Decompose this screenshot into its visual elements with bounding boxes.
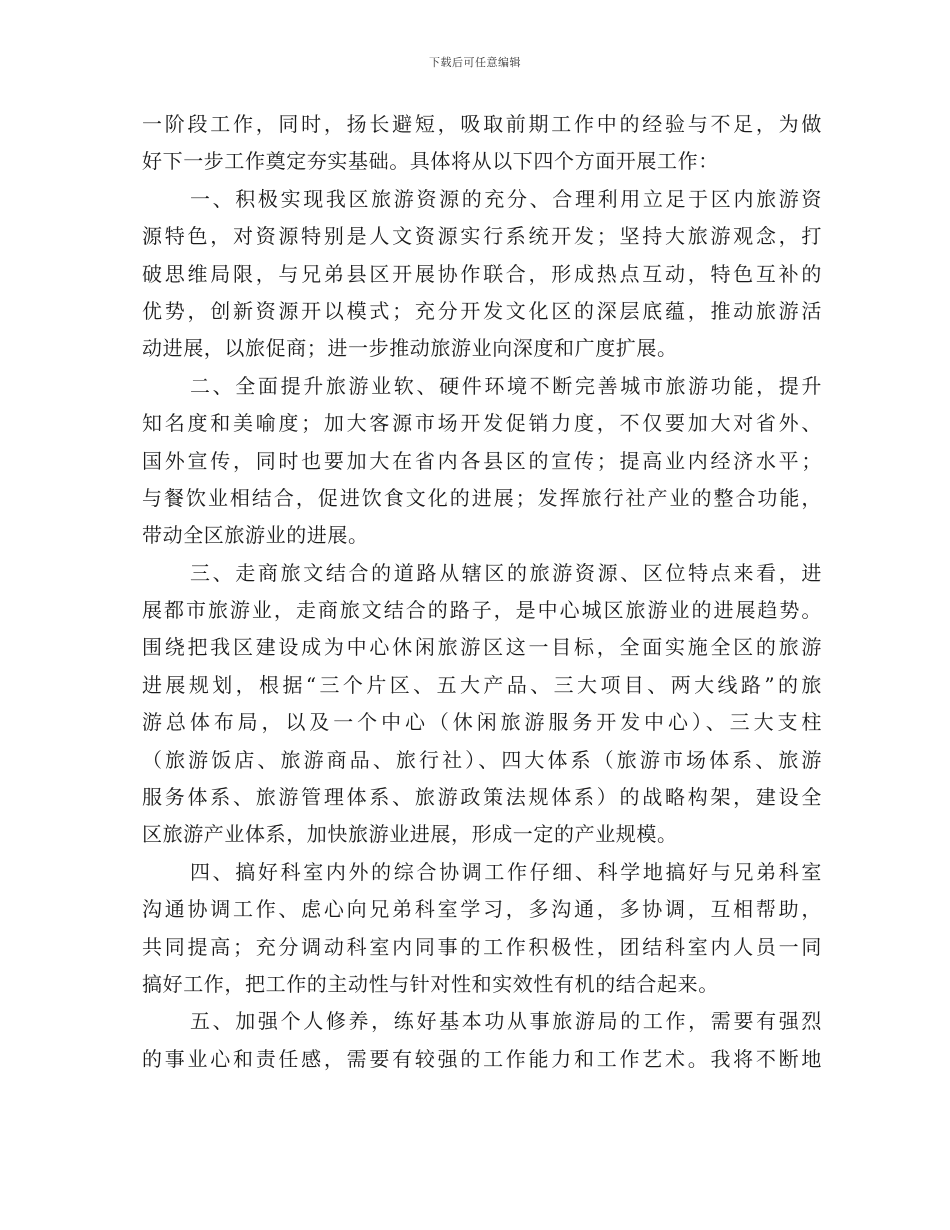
- text-line: 三、走商旅文结合的道路从辖区的旅游资源、区位特点来看，进: [190, 560, 822, 585]
- text-line: 优势，创新资源开以模式；充分开发文化区的深层底蕴，推动旅游活: [142, 298, 822, 323]
- text-line: 沟通协调工作、虑心向兄弟科室学习，多沟通，多协调，互相帮助，: [142, 897, 822, 922]
- document-body: [142, 106, 822, 1078]
- text-line: 四、搞好科室内外的综合协调工作仔细、科学地搞好与兄弟科室: [190, 859, 822, 884]
- text-line: 动进展，以旅促商；进一步推动旅游业向深度和广度扩展。: [142, 336, 678, 361]
- text-line: 的事业心和责任感，需要有较强的工作能力和工作艺术。我将不断地: [142, 1046, 822, 1071]
- text-line: 一、积极实现我区旅游资源的充分、合理利用立足于区内旅游资: [190, 186, 822, 211]
- text-line: 共同提高；充分调动科室内同事的工作积极性，团结科室内人员一同: [142, 934, 822, 959]
- text-line: 游总体布局，以及一个中心（休闲旅游服务开发中心）、三大支柱: [142, 710, 822, 735]
- text-line: 一阶段工作，同时，扬长避短，吸取前期工作中的经验与不足，为做: [142, 112, 822, 136]
- text-line: 区旅游产业体系，加快旅游业进展，形成一定的产业规模。: [142, 822, 678, 847]
- text-line: 知名度和美喻度；加大客源市场开发促销力度，不仅要加大对省外、: [142, 411, 822, 436]
- text-line: 与餐饮业相结合，促进饮食文化的进展；发挥旅行社产业的整合功能，: [142, 485, 822, 510]
- text-line: 进展规划，根据“三个片区、五大产品、三大项目、两大线路”的旅: [142, 672, 822, 697]
- text-line: （旅游饭店、旅游商品、旅行社）、四大体系（旅游市场体系、旅游: [142, 747, 822, 772]
- page-header: 下载后可任意编辑: [429, 56, 521, 69]
- text-line: 二、全面提升旅游业软、硬件环境不断完善城市旅游功能，提升: [190, 373, 822, 398]
- text-line: 带动全区旅游业的进展。: [142, 523, 369, 548]
- text-line: 搞好工作，把工作的主动性与针对性和实效性有机的结合起来。: [142, 971, 719, 996]
- text-line: 好下一步工作奠定夯实基础。具体将从以下四个方面开展工作：: [142, 149, 719, 174]
- text-line: 五、加强个人修养，练好基本功从事旅游局的工作，需要有强烈: [190, 1009, 822, 1034]
- text-line: 国外宣传，同时也要加大在省内各县区的宣传；提高业内经济水平；: [142, 448, 822, 473]
- text-line: 展都市旅游业，走商旅文结合的路子，是中心城区旅游业的进展趋势。: [142, 598, 822, 623]
- text-line: 服务体系、旅游管理体系、旅游政策法规体系）的战略构架，建设全: [142, 785, 822, 810]
- text-line: 围绕把我区建设成为中心休闲旅游区这一目标，全面实施全区的旅游: [142, 635, 822, 660]
- text-line: 源特色，对资源特别是人文资源实行系统开发；坚持大旅游观念，打: [142, 224, 822, 249]
- text-line: 破思维局限，与兄弟县区开展协作联合，形成热点互动，特色互补的: [142, 261, 822, 286]
